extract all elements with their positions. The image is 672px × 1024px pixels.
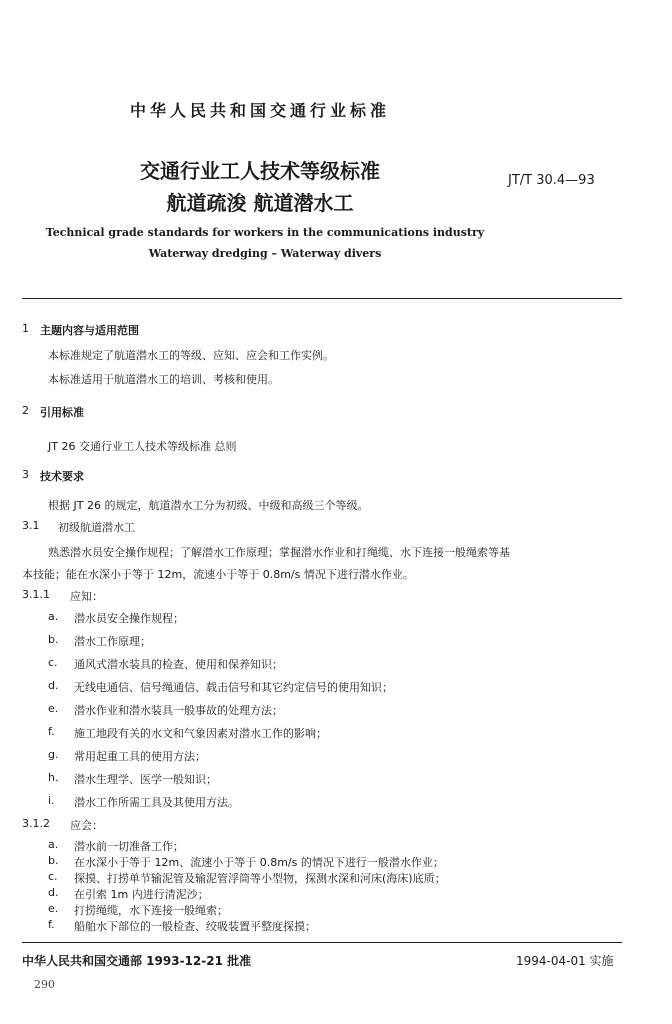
- section-2-title: 引用标准: [40, 406, 84, 419]
- list-item: 探摸、打捞单节输泥管及输泥管浮筒等小型物，探测水深和河床(海床)底质；: [74, 872, 446, 885]
- section-3-1-2-title: 应会：: [70, 819, 103, 832]
- list-item-marker: b.: [48, 633, 59, 646]
- list-item: 潜水生理学、医学一般知识；: [74, 773, 217, 786]
- section-3-para-1: 根据 JT 26 的规定，航道潜水工分为初级、中级和高级三个等级。: [48, 499, 369, 512]
- section-2-para-1: JT 26 交通行业工人技术等级标准 总则: [48, 440, 237, 453]
- list-item: 打捞绳缆，水下连接一般绳索；: [74, 904, 228, 917]
- top-divider: [22, 298, 622, 299]
- list-item: 通风式潜水装具的检查、使用和保养知识；: [74, 658, 283, 671]
- list-item: 潜水工作所需工具及其使用方法。: [74, 796, 239, 809]
- section-3-1-para-1: 熟悉潜水员安全操作规程；了解潜水工作原理；掌握潜水作业和打绳缆、水下连接一般绳索等基: [48, 546, 510, 559]
- document-header: 中华人民共和国交通行业标准: [129, 101, 390, 120]
- list-item: 施工地段有关的水文和气象因素对潜水工作的影响；: [74, 727, 327, 740]
- list-item: 无线电通信、信号绳通信、载击信号和其它约定信号的使用知识；: [74, 681, 393, 694]
- section-3-number: 3: [22, 468, 29, 481]
- list-item-marker: b.: [48, 854, 59, 867]
- list-item-marker: i.: [48, 794, 55, 807]
- section-1-title: 主题内容与适用范围: [40, 324, 139, 337]
- list-item: 在水深小于等于 12m、流速小于等于 0.8m/s 的情况下进行一般潜水作业；: [74, 856, 444, 869]
- section-3-1-para-2: 本技能；能在水深小于等于 12m，流速小于等于 0.8m/s 情况下进行潜水作业。: [22, 568, 414, 581]
- list-item-marker: f.: [48, 918, 55, 931]
- section-1-number: 1: [22, 322, 29, 335]
- list-item: 潜水作业和潜水装具一般事故的处理方法；: [74, 704, 283, 717]
- standard-number: JT/T 30.4—93: [508, 173, 595, 188]
- list-item: 潜水前一切准备工作；: [74, 840, 184, 853]
- section-3-title: 技术要求: [40, 470, 84, 483]
- list-item: 常用起重工具的使用方法；: [74, 750, 206, 763]
- section-1-para-1: 本标准规定了航道潜水工的等级、应知、应会和工作实例。: [48, 349, 334, 362]
- english-title-line-2: Waterway dredging – Waterway divers: [148, 247, 382, 260]
- list-item-marker: e.: [48, 702, 59, 715]
- title-line-1: 交通行业工人技术等级标准: [140, 159, 380, 183]
- bottom-divider: [22, 942, 622, 943]
- list-item-marker: a.: [48, 838, 59, 851]
- list-item-marker: c.: [48, 656, 58, 669]
- approval-date: 中华人民共和国交通部 1993-12-21 批准: [22, 954, 252, 968]
- page-number: 290: [34, 978, 55, 991]
- list-item-marker: a.: [48, 610, 59, 623]
- section-3-1-1-number: 3.1.1: [22, 588, 50, 601]
- section-3-1-1-title: 应知：: [70, 590, 103, 603]
- list-item-marker: h.: [48, 771, 59, 784]
- list-item: 潜水工作原理；: [74, 635, 151, 648]
- section-2-number: 2: [22, 404, 29, 417]
- section-3-1-2-number: 3.1.2: [22, 817, 50, 830]
- english-title-line-1: Technical grade standards for workers in the communications industry: [45, 226, 485, 239]
- title-line-2: 航道疏浚 航道潜水工: [166, 191, 354, 215]
- list-item-marker: g.: [48, 748, 59, 761]
- list-item-marker: e.: [48, 902, 59, 915]
- list-item: 潜水员安全操作规程；: [74, 612, 184, 625]
- list-item-marker: f.: [48, 725, 55, 738]
- list-item: 在引索 1m 内进行清泥沙；: [74, 888, 209, 901]
- list-item-marker: c.: [48, 870, 58, 883]
- section-3-1-number: 3.1: [22, 519, 40, 532]
- list-item: 船舶水下部位的一般检查、绞吸装置平整度探摸；: [74, 920, 316, 933]
- section-1-para-2: 本标准适用于航道潜水工的培训、考核和使用。: [48, 373, 279, 386]
- section-3-1-title: 初级航道潜水工: [58, 521, 135, 534]
- implementation-date: 1994-04-01 实施: [516, 954, 614, 968]
- list-item-marker: d.: [48, 679, 59, 692]
- list-item-marker: d.: [48, 886, 59, 899]
